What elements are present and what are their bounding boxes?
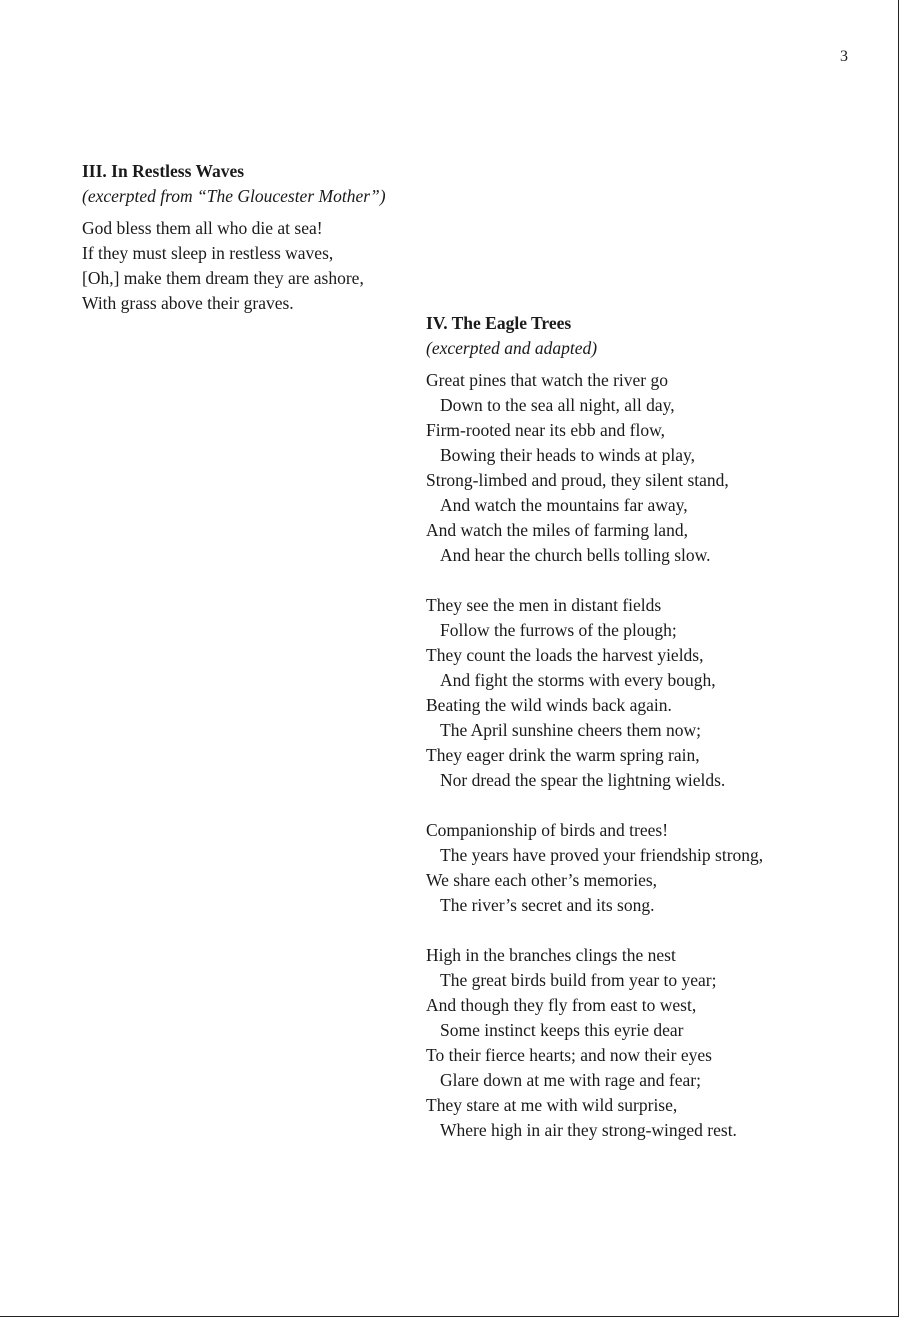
poem-line: High in the branches clings the nest [426, 945, 676, 965]
stanza [426, 943, 846, 1143]
poem-line: The April sunshine cheers them now; [440, 720, 701, 740]
poem-line: To their fierce hearts; and now their eyes [426, 1045, 712, 1065]
stanza [426, 818, 846, 918]
poem-title: IV. The Eagle Trees [426, 313, 572, 333]
poem-title: III. In Restless Waves [82, 161, 245, 181]
poem-line: Firm-rooted near its ebb and flow, [426, 420, 665, 440]
poem-line: Follow the furrows of the plough; [440, 620, 677, 640]
poem-line: [Oh,] make them dream they are ashore, [82, 268, 364, 288]
stanza [426, 368, 846, 568]
poem-line: Strong-limbed and proud, they silent stand, [426, 470, 729, 490]
poem-subtitle: (excerpted from “The Gloucester Mother”) [82, 186, 386, 206]
stanza [426, 593, 846, 793]
poem-line: And fight the storms with every bough, [440, 670, 716, 690]
poem-line: With grass above their graves. [82, 293, 294, 313]
poem-line: Where high in air they strong-winged rest. [440, 1120, 737, 1140]
poem-line: They count the loads the harvest yields, [426, 645, 704, 665]
poem-line: Beating the wild winds back again. [426, 695, 672, 715]
poem-line: They stare at me with wild surprise, [426, 1095, 678, 1115]
stanza [82, 216, 422, 316]
poem-line: They see the men in distant fields [426, 595, 662, 615]
poem-line: Nor dread the spear the lightning wields. [440, 770, 726, 790]
poem-line: The years have proved your friendship strong, [440, 845, 764, 865]
poem-line: Great pines that watch the river go [426, 370, 668, 390]
poem-line: And watch the mountains far away, [440, 495, 688, 515]
poem-line: God bless them all who die at sea! [82, 218, 323, 238]
poem-the-eagle-trees [426, 311, 846, 1168]
poem-line: And though they fly from east to west, [426, 995, 697, 1015]
poem-line: Down to the sea all night, all day, [440, 395, 675, 415]
poem-line: Bowing their heads to winds at play, [440, 445, 696, 465]
poem-line: And watch the miles of farming land, [426, 520, 688, 540]
poem-line: The river’s secret and its song. [440, 895, 655, 915]
poem-line: And hear the church bells tolling slow. [440, 545, 711, 565]
poem-line: Companionship of birds and trees! [426, 820, 669, 840]
poem-line: Glare down at me with rage and fear; [440, 1070, 701, 1090]
poem-line: The great birds build from year to year; [440, 970, 717, 990]
page-number: 3 [840, 48, 848, 65]
poem-line: We share each other’s memories, [426, 870, 658, 890]
poem-line: If they must sleep in restless waves, [82, 243, 334, 263]
poem-subtitle: (excerpted and adapted) [426, 338, 598, 358]
poem-line: They eager drink the warm spring rain, [426, 745, 700, 765]
poem-line: Some instinct keeps this eyrie dear [440, 1020, 684, 1040]
poem-in-restless-waves [82, 159, 422, 341]
